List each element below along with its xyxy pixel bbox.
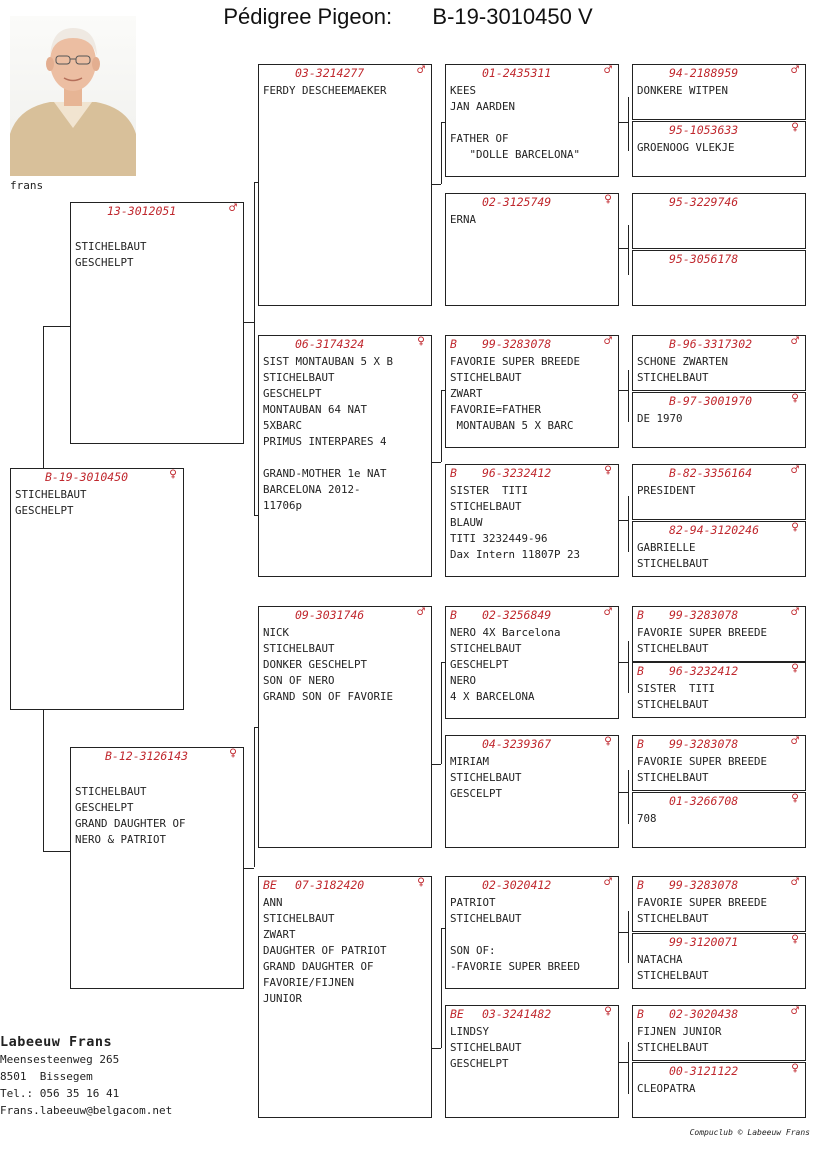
pigeon-box-gen4-7[interactable] [445,876,619,989]
owner-city: 8501 Bissegem [0,1070,93,1083]
ring-number: 94-2188959 [669,66,739,80]
ring-prefix: B [637,664,644,678]
pigeon-description: ANN STICHELBAUT ZWART DAUGHTER OF PATRIOT GRAND DAUGHTER OF FAVORIE/FIJNEN JUNIOR [263,896,387,1005]
pigeon-box-gen5-2[interactable] [632,121,806,177]
pigeon-description: 708 [637,812,657,825]
pigeon-description: SCHONE ZWARTEN STICHELBAUT [637,355,729,384]
pigeon-box-gen3-1[interactable] [258,64,432,306]
sex-symbol: ♀ [791,932,799,947]
pigeon-box-gen5-7[interactable] [632,464,806,520]
pigeon-box-gen5-14[interactable] [632,933,806,989]
sex-symbol: ♀ [791,391,799,406]
pigeon-description: STICHELBAUT GESCHELPT [15,488,87,517]
ring-number: 07-3182420 [295,878,365,892]
pigeon-box-gen5-3[interactable] [632,193,806,249]
pigeon-box-gen5-16[interactable] [632,1062,806,1118]
credit-text: Compuclub © Labeeuw Frans [689,1128,810,1137]
pigeon-box-gen4-6[interactable] [445,735,619,848]
pigeon-box-gen3-4[interactable] [258,876,432,1118]
sex-symbol: ♂ [791,1004,799,1019]
sex-symbol: ♂ [791,875,799,890]
pigeon-description: NERO 4X Barcelona STICHELBAUT GESCHELPT NERO 4 X BARCELONA [450,626,561,703]
pigeon-box-gen4-8[interactable] [445,1005,619,1118]
sex-symbol: ♂ [791,463,799,478]
pigeon-box-gen4-4[interactable] [445,464,619,577]
sex-symbol: ♀ [229,746,237,761]
sex-symbol: ♀ [791,791,799,806]
sex-symbol: ♀ [169,467,177,482]
pigeon-box-gen4-5[interactable] [445,606,619,719]
sex-symbol: ♀ [417,875,425,890]
ring-number: 96-3232412 [669,664,739,678]
pigeon-box-gen5-10[interactable] [632,662,806,718]
ring-number: B-12-3126143 [105,749,189,763]
ring-number: 99-3120071 [669,935,739,949]
photo-caption: frans [10,179,44,192]
pigeon-box-dam[interactable] [70,747,244,989]
sex-symbol: ♀ [791,1061,799,1076]
sex-symbol: ♂ [604,334,612,349]
pigeon-box-gen5-11[interactable] [632,735,806,791]
owner-address [0,1034,172,1119]
ring-number: 03-3241482 [482,1007,552,1021]
pigeon-box-gen4-3[interactable] [445,335,619,448]
ring-number: 02-3020438 [669,1007,739,1021]
sex-symbol: ♀ [604,192,612,207]
pigeon-description: ERNA [450,213,477,226]
sex-symbol: ♀ [604,1004,612,1019]
ring-number: 06-3174324 [295,337,365,351]
pigeon-description: GABRIELLE STICHELBAUT [637,541,709,570]
pigeon-box-gen5-1[interactable] [632,64,806,120]
ring-number: 96-3232412 [482,466,552,480]
ring-number: 02-3020412 [482,878,552,892]
pigeon-description: SISTER TITI STICHELBAUT BLAUW TITI 3232449-96 Dax Intern 11807P 23 [450,484,581,561]
pigeon-box-gen4-2[interactable] [445,193,619,306]
pigeon-box-gen3-3[interactable] [258,606,432,848]
pigeon-description: NATACHA STICHELBAUT [637,953,709,982]
ring-prefix: B [450,337,457,351]
sex-symbol: ♀ [604,734,612,749]
pigeon-description: FAVORIE SUPER BREEDE STICHELBAUT ZWART FAVORIE=FATHER MONTAUBAN 5 X BARC [450,355,581,432]
pigeon-description: FIJNEN JUNIOR STICHELBAUT [637,1025,722,1054]
pigeon-description: SISTER TITI STICHELBAUT [637,682,716,711]
pigeon-box-gen4-1[interactable] [445,64,619,177]
ring-number: 95-1053633 [669,123,739,137]
pigeon-box-gen5-6[interactable] [632,392,806,448]
pigeon-description: STICHELBAUT GESCHELPT [75,240,147,269]
pigeon-box-gen5-4[interactable] [632,250,806,306]
owner-phone: Tel.: 056 35 16 41 [0,1087,120,1100]
pigeon-box-gen5-8[interactable] [632,521,806,577]
sex-symbol: ♂ [604,63,612,78]
sex-symbol: ♂ [229,201,237,216]
sex-symbol: ♂ [791,63,799,78]
pigeon-box-gen5-9[interactable] [632,606,806,662]
ring-number: 95-3056178 [669,252,739,266]
sex-symbol: ♀ [791,520,799,535]
title-ring: B-19-3010450 V [432,4,593,29]
sex-symbol: ♂ [604,875,612,890]
ring-number: 02-3125749 [482,195,552,209]
pigeon-description: LINDSY STICHELBAUT GESCHELPT [450,1025,522,1070]
owner-street: Meensesteenweg 265 [0,1053,120,1066]
ring-number: 04-3239367 [482,737,552,751]
pigeon-description: PATRIOT STICHELBAUT SON OF: -FAVORIE SUPER BREED [450,896,581,973]
sex-symbol: ♀ [791,120,799,135]
sex-symbol: ♂ [604,605,612,620]
sex-symbol: ♀ [417,334,425,349]
sex-symbol: ♂ [791,605,799,620]
owner-photo [10,16,136,176]
pigeon-description: NICK STICHELBAUT DONKER GESCHELPT SON OF NERO GRAND SON OF FAVORIE [263,626,394,703]
pigeon-box-sire[interactable] [70,202,244,444]
sex-symbol: ♀ [604,463,612,478]
ring-number: 99-3283078 [482,337,552,351]
owner-name: Labeeuw Frans [0,1034,113,1050]
ring-number: 82-94-3120246 [669,523,760,537]
ring-number: 03-3214277 [295,66,365,80]
ring-prefix: BE [263,878,277,892]
pigeon-description: PRESIDENT [637,484,696,497]
pigeon-description: STICHELBAUT GESCHELPT GRAND DAUGHTER OF NERO & PATRIOT [75,785,186,846]
ring-number: 00-3121122 [669,1064,739,1078]
sex-symbol: ♂ [417,63,425,78]
pigeon-description: GROENOOG VLEKJE [637,141,735,154]
ring-number: B-97-3001970 [669,394,753,408]
title-label: Pédigree Pigeon: [223,4,393,29]
pigeon-description: FAVORIE SUPER BREEDE STICHELBAUT [637,755,768,784]
ring-prefix: B [450,466,457,480]
pigeon-description: DONKERE WITPEN [637,84,729,97]
pigeon-description [633,266,805,269]
pigeon-description: FAVORIE SUPER BREEDE STICHELBAUT [637,896,768,925]
pigeon-box-gen5-13[interactable] [632,876,806,932]
ring-number: B-96-3317302 [669,337,753,351]
ring-number: 95-3229746 [669,195,739,209]
ring-number: 02-3256849 [482,608,552,622]
pigeon-description: FAVORIE SUPER BREEDE STICHELBAUT [637,626,768,655]
pigeon-description: KEES JAN AARDEN FATHER OF "DOLLE BARCELONA" [450,84,581,161]
pigeon-box-gen5-15[interactable] [632,1005,806,1061]
owner-email[interactable]: Frans.labeeuw@belgacom.net [0,1104,173,1117]
pigeon-description: CLEOPATRA [637,1082,696,1095]
pigeon-description: FERDY DESCHEEMAEKER [263,84,387,97]
ring-number: 99-3283078 [669,608,739,622]
sex-symbol: ♂ [791,334,799,349]
ring-prefix: B [637,1007,644,1021]
sex-symbol: ♂ [791,734,799,749]
ring-number: 99-3283078 [669,878,739,892]
ring-prefix: B [450,608,457,622]
pigeon-description: MIRIAM STICHELBAUT GESCELPT [450,755,522,800]
pigeon-description [633,209,805,212]
pigeon-box-gen5-5[interactable] [632,335,806,391]
pigeon-box-main[interactable] [10,468,184,710]
ring-prefix: B [637,608,644,622]
sex-symbol: ♂ [417,605,425,620]
ring-prefix: BE [450,1007,464,1021]
ring-number: 01-3266708 [669,794,739,808]
ring-number: 13-3012051 [107,204,177,218]
pigeon-description: SIST MONTAUBAN 5 X B STICHELBAUT GESCHELPT MONTAUBAN 64 NAT 5XBARC PRIMUS INTERPARES 4 GRAND-MOTHER 1e NAT BARCELONA 2012- 11706p [263,355,394,512]
sex-symbol: ♀ [791,661,799,676]
ring-number: 99-3283078 [669,737,739,751]
ring-number: 01-2435311 [482,66,552,80]
ring-prefix: B [637,878,644,892]
ring-number: B-82-3356164 [669,466,753,480]
pigeon-box-gen3-2[interactable] [258,335,432,577]
ring-number: 09-3031746 [295,608,365,622]
pigeon-description: DE 1970 [637,412,683,425]
ring-prefix: B [637,737,644,751]
pigeon-box-gen5-12[interactable] [632,792,806,848]
ring-number: B-19-3010450 [45,470,129,484]
